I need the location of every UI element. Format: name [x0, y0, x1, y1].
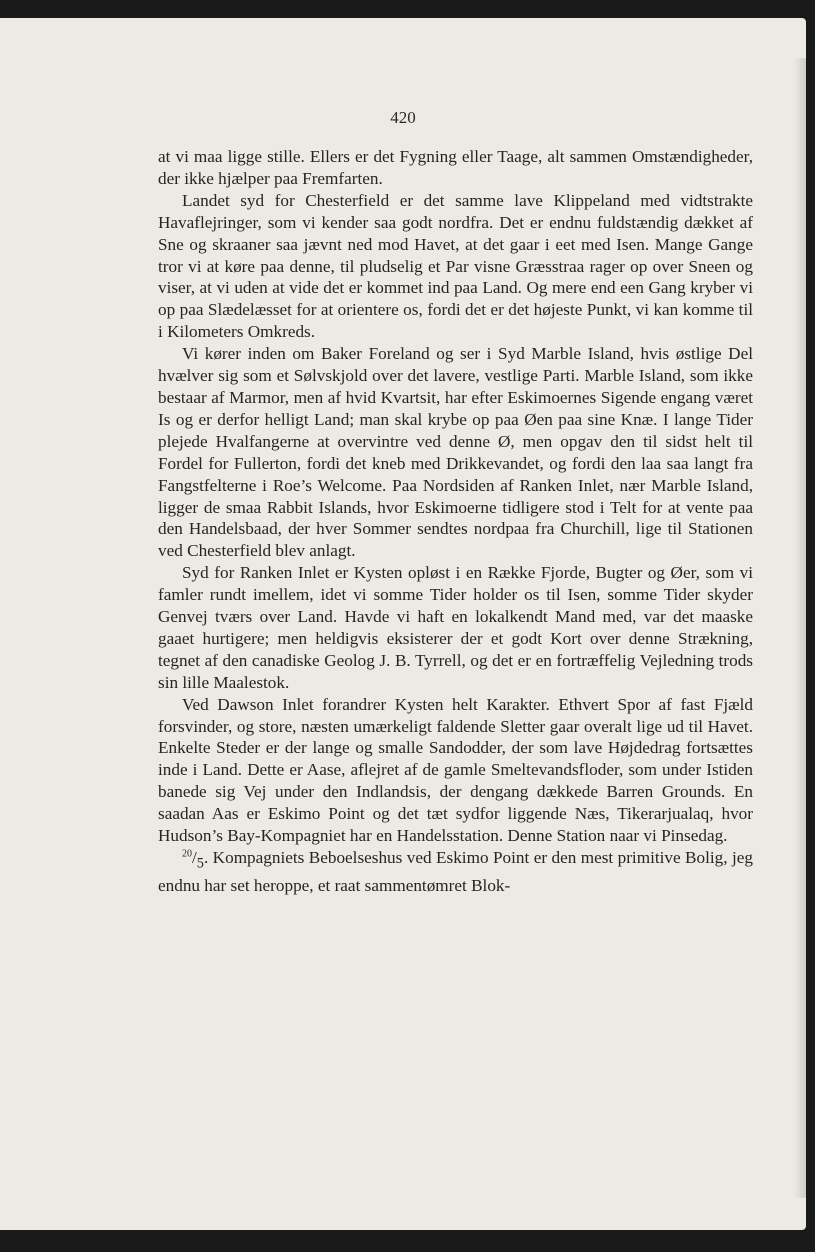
book-page [0, 18, 806, 1230]
paragraph-6 [158, 847, 753, 897]
page-edge-shadow [794, 58, 806, 1198]
paragraph-1: at vi maa ligge stille. Ellers er det Fygning eller Taage, alt sammen Omstændigheder, der ikke hjælper paa Fremfarten. [158, 147, 753, 188]
body-text [158, 146, 753, 897]
paragraph-4: Syd for Ranken Inlet er Kysten opløst i en Række Fjorde, Bugter og Øer, som vi famler rundt imellem, idet vi somme Tider holder os til Isen, somme Tider skyder Genvej tværs over Land. Havde vi haft en lokalkendt Mand med, var det maaske gaaet hurtigere; men heldigvis eksisterer der et godt Kort over denne Strækning, tegnet af den canadiske Geolog J. B. Tyrrell, og det er en fortræffelig Vejledning trods sin lille Maalestok. [158, 563, 753, 692]
paragraph-3: Vi kører inden om Baker Foreland og ser i Syd Marble Island, hvis østlige Del hvælver sig som et Sølvskjold over det lavere, vestlige Parti. Marble Island, som ikke bestaar af Marmor, men af hvid Kvartsit, har efter Eskimoernes Sigende engang været Is og er derfor helligt Land; man skal krybe op paa Øen paa sine Knæ. I lange Tider plejede Hvalfangerne at overvintre ved denne Ø, men opgav den til sidst helt til Fordel for Fullerton, fordi det kneb med Drikkevandet, og fordi den laa saa langt fra Fangstfelterne i Roe’s Welcome. Paa Nordsiden af Ranken Inlet, nær Marble Island, ligger de smaa Rabbit Islands, hvor Eskimoerne tidligere stod i Telt for at vente paa den Handelsbaad, der hver Sommer sendtes nordpaa fra Churchill, lige til Stationen ved Chesterfield blev anlagt. [158, 344, 753, 561]
date-fraction: $^{20}/_5$ [182, 848, 204, 872]
paragraph-2: Landet syd for Chesterfield er det samme lave Klippeland med vidtstrakte Havaflejringer, som vi kender saa godt nordfra. Det er endnu fuldstændig dækket af Sne og skraaner saa jævnt ned mod Havet, at det gaar i eet med Isen. Mange Gange tror vi at køre paa denne, til pludselig et Par visne Græsstraa rager op over Sneen og viser, at vi uden at vide det er kommet ind paa Land. Og mere end een Gang kryber vi op paa Slædelæsset for at orientere os, fordi det er det højeste Punkt, vi kan komme til i Kilometers Omkreds. [158, 190, 753, 342]
page-number: 420 [390, 108, 416, 127]
paragraph-5: Ved Dawson Inlet forandrer Kysten helt Karakter. Ethvert Spor af fast Fjæld forsvinder, og store, næsten umærkeligt faldende Sletter gaar overalt lige ud til Havet. Enkelte Steder er der lange og smalle Sandodder, der som lave Højdedrag fortsættes inde i Land. Dette er Aase, aflejret af de gamle Smeltevandsfloder, som under Istiden banede sig Vej under den Indlandsis, der dengang dækkede Barren Grounds. En saadan Aas er Eskimo Point og det tæt sydfor liggende Næs, Tikerarjualaq, hvor Hudson’s Bay-Kompagniet har en Handelsstation. Denne Station naar vi Pinsedag. [158, 694, 753, 846]
paragraph-6-text: . Kompagniets Beboelseshus ved Eskimo Point er den mest primitive Bolig, jeg endnu har set heroppe, et raat sammentømret Blok- [158, 848, 753, 896]
date-numerator: 20 [182, 848, 192, 860]
date-denominator: 5 [196, 855, 204, 872]
